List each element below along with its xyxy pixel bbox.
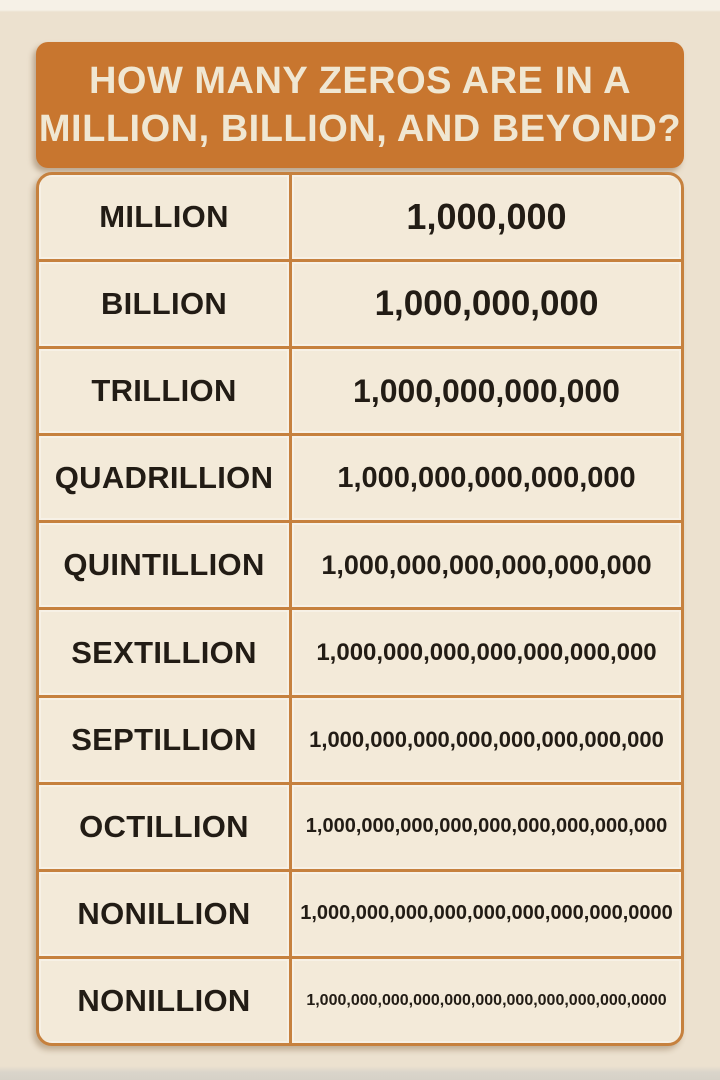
number-name-cell: OCTILLION (39, 785, 289, 869)
number-value-cell: 1,000,000,000,000 (292, 349, 681, 433)
table-row (39, 785, 681, 869)
number-name-cell: SEPTILLION (39, 698, 289, 782)
number-name-cell: QUADRILLION (39, 436, 289, 520)
number-name-cell: NONILLION (39, 872, 289, 956)
table-row (39, 262, 681, 346)
number-value-cell: 1,000,000 (292, 175, 681, 259)
number-value-cell: 1,000,000,000,000,000,000,000,000 (292, 698, 681, 782)
table-row (39, 959, 681, 1043)
table-row (39, 523, 681, 607)
number-name-cell: QUINTILLION (39, 523, 289, 607)
number-name-cell: SEXTILLION (39, 610, 289, 694)
zeros-table (36, 172, 684, 1046)
number-value-cell: 1,000,000,000,000,000,000,000,000,0000 (292, 872, 681, 956)
number-value-cell: 1,000,000,000,000,000,000,000,000,000 (292, 785, 681, 869)
title-banner (36, 42, 684, 168)
number-name-cell: TRILLION (39, 349, 289, 433)
number-value-cell: 1,000,000,000,000,000,000 (292, 523, 681, 607)
number-name-cell: MILLION (39, 175, 289, 259)
number-value-cell: 1,000,000,000,000,000,000,000,000,000,000,0000 (292, 959, 681, 1043)
number-value-cell: 1,000,000,000,000,000 (292, 436, 681, 520)
page-title-line-1: HOW MANY ZEROS ARE IN A (88, 60, 632, 102)
table-row (39, 175, 681, 259)
table-row (39, 872, 681, 956)
number-name-cell: BILLION (39, 262, 289, 346)
table-row (39, 436, 681, 520)
table-row (39, 349, 681, 433)
table-row (39, 610, 681, 694)
number-value-cell: 1,000,000,000 (292, 262, 681, 346)
number-value-cell: 1,000,000,000,000,000,000,000 (292, 610, 681, 694)
number-name-cell: NONILLION (39, 959, 289, 1043)
table-row (39, 698, 681, 782)
page-title-line-2: MILLION, BILLION, AND BEYOND? (38, 108, 682, 150)
